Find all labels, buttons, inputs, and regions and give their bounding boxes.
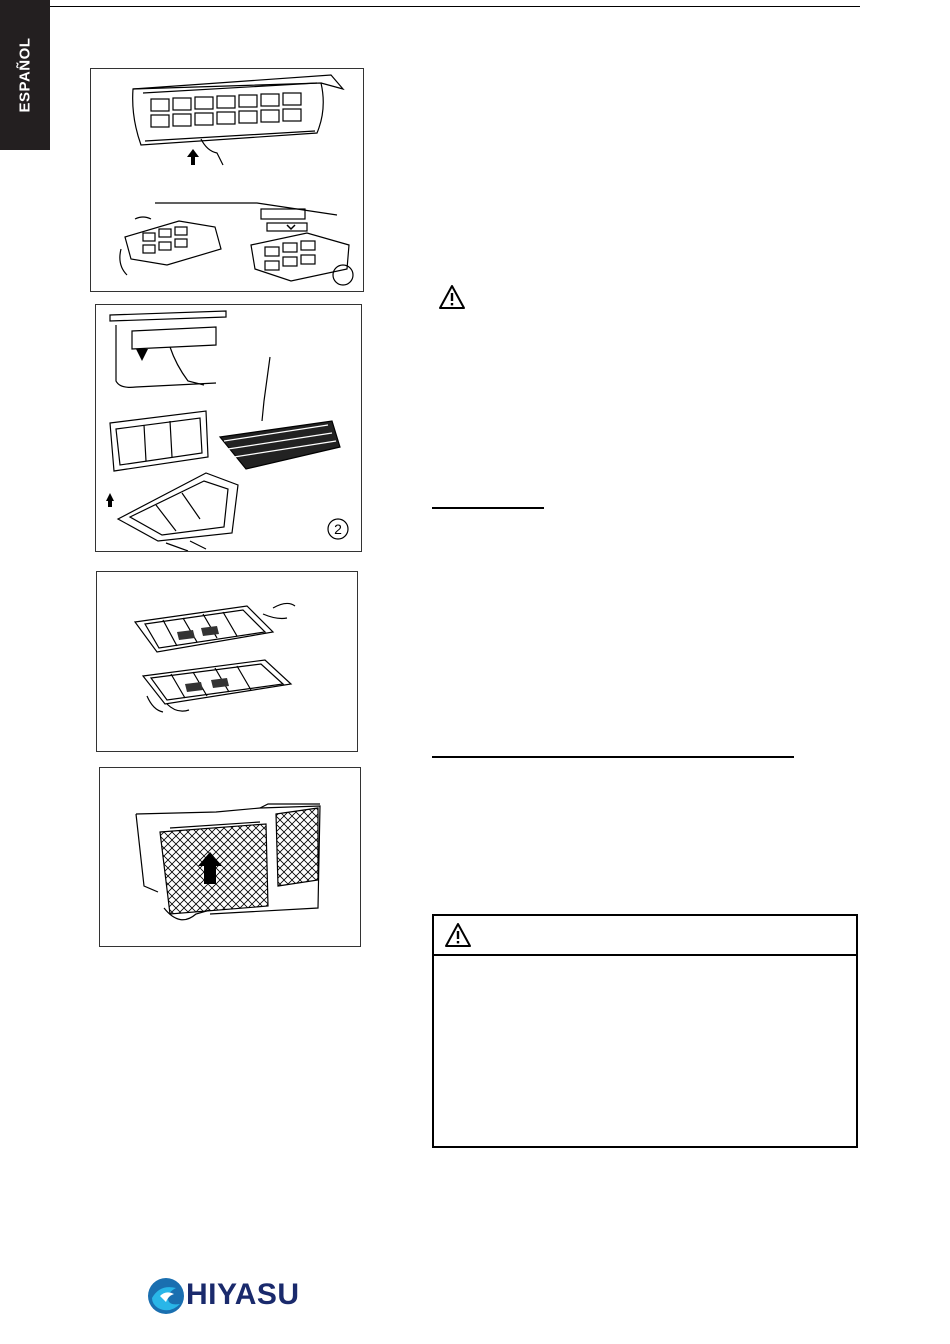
illustration-filter-frame-mesh [96, 305, 361, 551]
figure-filter-reinsertion [99, 767, 361, 947]
illustration-washing-filters [97, 572, 357, 751]
warning-triangle-icon [438, 284, 466, 310]
figure-2-number: 2 [334, 521, 342, 537]
brand-name: HIYASU [186, 1278, 300, 1311]
language-tab-label: ESPAÑOL [16, 37, 34, 113]
brand-swirl-icon [146, 1276, 186, 1316]
top-rule [50, 6, 860, 7]
warning-box-header [434, 916, 856, 956]
figure-filter-frame-and-mesh [95, 304, 362, 552]
section-heading-underline [432, 507, 544, 509]
language-tab [0, 0, 50, 150]
warning-triangle-icon [444, 922, 472, 948]
section-heading-underline-long [432, 756, 794, 758]
figure-filter-cleaning [96, 571, 358, 752]
figure-front-panel-filter-removal [90, 68, 364, 292]
illustration-air-conditioner-open-panel [91, 69, 363, 291]
illustration-inserting-filter [100, 768, 360, 946]
warning-box [432, 914, 858, 1148]
